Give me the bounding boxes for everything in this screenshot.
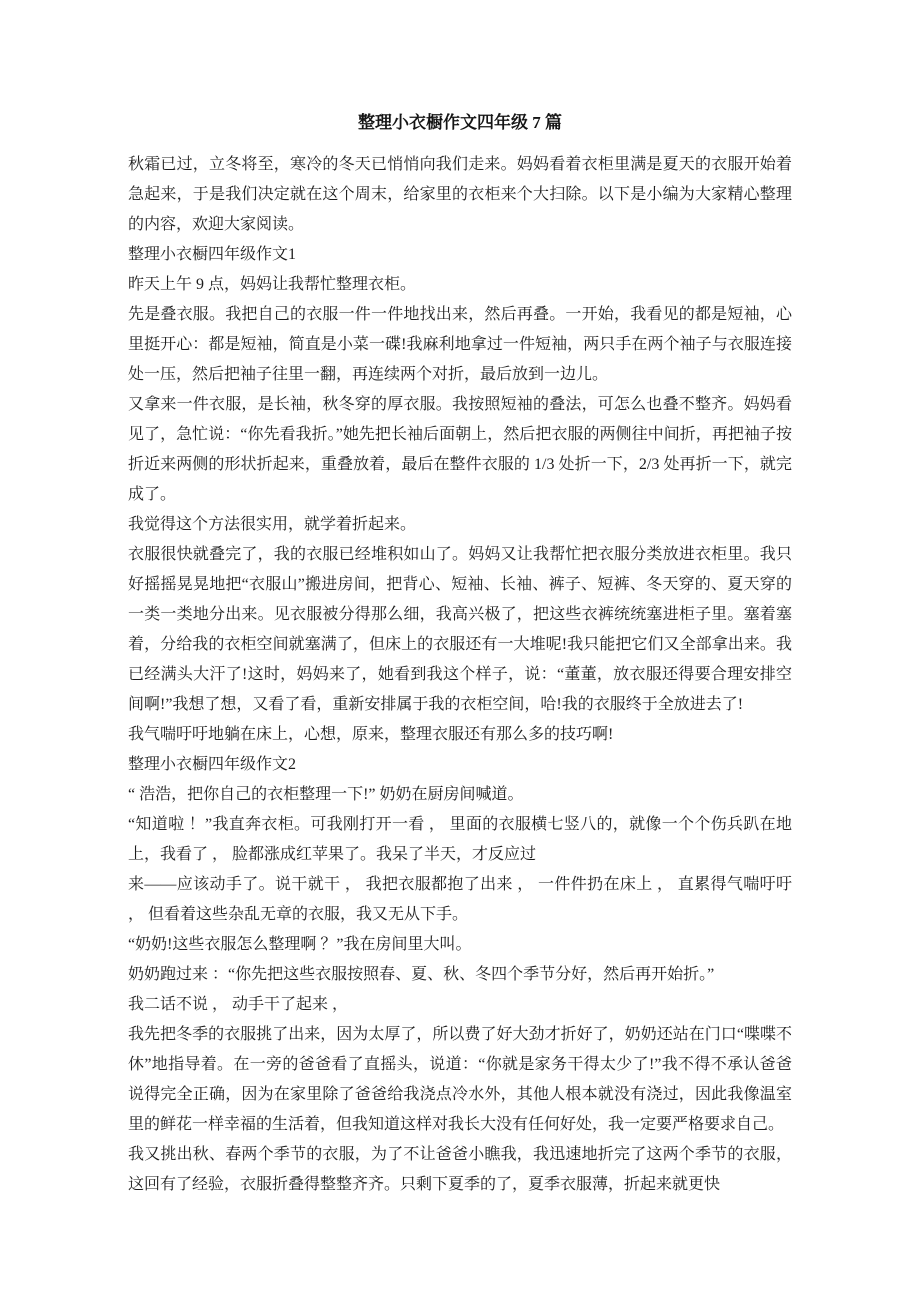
paragraph: “奶奶!这些衣服怎么整理啊 ？”我在房间里大叫。 <box>128 936 472 953</box>
paragraph: 秋霜已过，立冬将至，寒冷的冬天已悄悄向我们走来。妈妈看着衣柜里满是夏天的衣服开始着急起来，于是我们决定就在这个周末，给家里的衣柜来个大扫除。以下是小编为大家精心整理的内容，欢迎大家阅读。 <box>128 156 792 233</box>
paragraph: 我先把冬季的衣服挑了出来，因为太厚了，所以费了好大劲才折好了，奶奶还站在门口“喋喋不休”地指导着。在一旁的爸爸看了直摇头，说道：“你就是家务干得太少了!”我不得不承认爸爸说得完全正确，因为在家里除了爸爸给我浇点冷水外，其他人根本就没有浇过，因此我像温室里的鲜花一样幸福的生活着，但我知道这样对我长大没有任何好处，我一定要严格要求自己。 <box>128 1026 792 1133</box>
paragraph: 我气喘吁吁地躺在床上，心想，原来，整理衣服还有那么多的技巧啊! <box>128 726 614 743</box>
paragraph: 我二话不说 ， 动手干了起来 ， <box>128 996 349 1013</box>
paragraph: 奶奶跑过来 ：“你先把这些衣服按照春、夏、秋、冬四个季节分好，然后再开始折。” <box>128 966 715 983</box>
paragraph: 我又挑出秋、春两个季节的衣服，为了不让爸爸小瞧我，我迅速地折完了这两个季节的衣服，这回有了经验，衣服折叠得整整齐齐。只剩下夏季的了，夏季衣服薄，折起来就更快 <box>128 1146 792 1193</box>
paragraph: 整理小衣橱四年级作文1 <box>128 246 297 263</box>
document-title: 整理小衣橱作文四年级 7 篇 <box>358 113 562 132</box>
document-body <box>128 150 792 1200</box>
paragraph: 昨天上午 9 点，妈妈让我帮忙整理衣柜。 <box>128 276 417 293</box>
paragraph: 来——应该动手了。说干就干 ， 我把衣服都抱了出来 ， 一件件扔在床上 ， 直累得气喘吁吁 ， 但看着这些杂乱无章的衣服，我又无从下手。 <box>128 876 792 923</box>
document-content <box>128 110 792 1200</box>
paragraph: “知道啦 ！”我直奔衣柜。可我刚打开一看 ， 里面的衣服横七竖八的，就像一个个伤兵趴在地上，我看了 ， 脸都涨成红苹果了。我呆了半天，才反应过 <box>128 816 792 863</box>
paragraph: 我觉得这个方法很实用，就学着折起来。 <box>128 516 417 533</box>
paragraph: 衣服很快就叠完了，我的衣服已经堆积如山了。妈妈又让我帮忙把衣服分类放进衣柜里。我只好摇摇晃晃地把“衣服山”搬进房间，把背心、短袖、长袖、裤子、短裤、冬天穿的、夏天穿的一类一类地分出来。见衣服被分得那么细，我高兴极了，把这些衣裤统统塞进柜子里。塞着塞着，分给我的衣柜空间就塞满了，但床上的衣服还有一大堆呢!我只能把它们又全部拿出来。我已经满头大汗了!这时，妈妈来了，她看到我这个样子，说：“董董，放衣服还得要合理安排空间啊!”我想了想，又看了看，重新安排属于我的衣柜空间，哈!我的衣服终于全放进去了! <box>128 546 792 713</box>
paragraph: 又拿来一件衣服，是长袖，秋冬穿的厚衣服。我按照短袖的叠法，可怎么也叠不整齐。妈妈看见了，急忙说：“你先看我折。”她先把长袖后面朝上，然后把衣服的两侧往中间折，再把袖子按折近来两侧的形状折起来，重叠放着，最后在整件衣服的 1/3 处折一下，2/3 处再折一下，就完成了。 <box>128 396 792 503</box>
paragraph: 整理小衣橱四年级作文2 <box>128 756 297 773</box>
paragraph: 先是叠衣服。我把自己的衣服一件一件地找出来，然后再叠。一开始，我看见的都是短袖，心里挺开心：都是短袖，简直是小菜一碟!我麻利地拿过一件短袖，两只手在两个袖子与衣服连接处一压，然后把袖子往里一翻，再连续两个对折，最后放到一边儿。 <box>128 306 792 383</box>
paragraph: “ 浩浩，把你自己的衣柜整理一下!” 奶奶在厨房间喊道。 <box>128 786 524 803</box>
